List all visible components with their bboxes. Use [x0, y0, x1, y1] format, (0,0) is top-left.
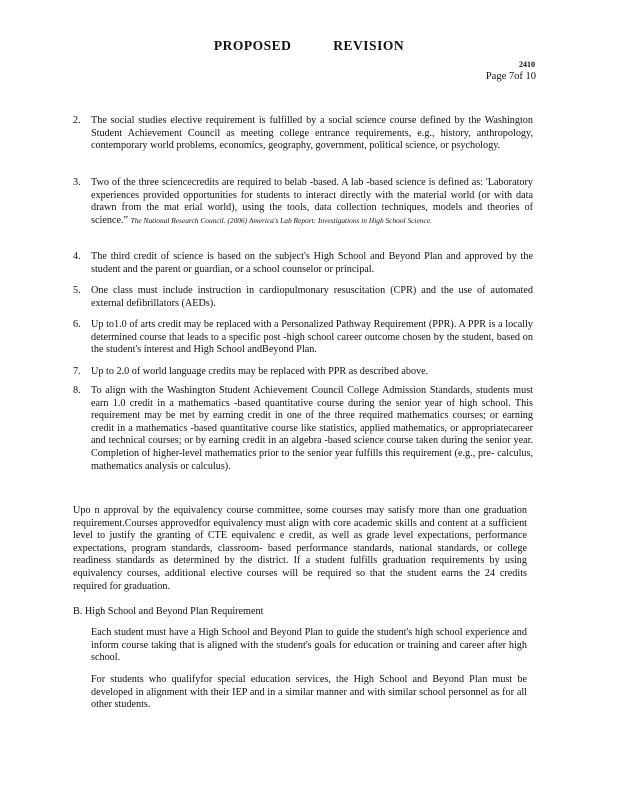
section-b-heading: B. High School and Beyond Plan Requirement	[73, 606, 264, 617]
item-number: 5.	[73, 285, 81, 296]
item-text: The social studies elective requirement is fulfilled by a social science course defined by the Washington Student Achievement Council as meeting college entrance requirements, e.g., history, anthropology, contemporary world problems, economics, geography, government, political science, or psychology.	[91, 115, 533, 152]
item-number: 4.	[73, 251, 81, 262]
item-number: 2.	[73, 115, 81, 126]
section-b-paragraph-1: Each student must have a High School and Beyond Plan to guide the student's high school experience and inform course taking that is aligned with the student's goals for education or training and career after high school.	[91, 627, 527, 664]
item-number: 3.	[73, 177, 81, 188]
list-item-3	[73, 177, 533, 227]
list-item-8	[73, 385, 533, 473]
item-text: The third credit of science is based on the subject's High School and Beyond Plan and approved by the student and the parent or guardian, or a school counselor or principal.	[91, 251, 533, 275]
equivalency-paragraph: Upo n approval by the equivalency course committee, some courses may satisfy more than one graduation requirement.Courses approvedfor equivalency must align with core academic skills and content at a sufficient level to justify the granting of CTE equivalenc e credit, as well as grade level expectations, performance expectations, program standards, classroom- based performance standards, national standards, or college readiness standards as determined by the district. If a student fulfills graduation requirements by using equivalency courses, additional elective courses will be required so that the student earns the 24 credits required for graduation.	[73, 505, 527, 592]
page-number: Page 7of 10	[485, 71, 536, 82]
item-text: Up to 2.0 of world language credits may be replaced with PPR as described above.	[91, 366, 429, 377]
item-number: 7.	[73, 366, 81, 377]
item-text: One class must include instruction in cardiopulmonary resuscitation (CPR) and the use of automated external defibrillators (AEDs).	[91, 285, 533, 309]
policy-number: 2410	[519, 60, 535, 69]
section-b-paragraph-2: For students who qualifyfor special education services, the High School and Beyond Plan must be developed in alignment with their IEP and in a similar manner and with similar school personnel as for all other students.	[91, 674, 527, 711]
item-text: To align with the Washington Student Achievement Council College Admission Standards, students must earn 1.0 credit in a mathematics -based quantitative course during the senior year of high school. This requirement may be met by earning credit in one of the three required mathematics courses; or earning credit in a mathematics -based quantitative course like statistics, applied mathematics, or appropriatecareer and technical courses; or by earning credit in an algebra -based science course taken during the senior year. Completion of higher-level mathematics prior to the senior year fulfills this requirement (e.g., pre- calculus, mathematics analysis or calculus).	[91, 385, 533, 472]
document-title: PROPOSED REVISION	[213, 38, 405, 53]
list-item-5	[73, 285, 533, 310]
citation: The National Research Council. (2006) America's Lab Report: Investigations in High School Science.	[130, 215, 432, 225]
item-number: 6.	[73, 319, 81, 330]
list-item-4	[73, 251, 533, 276]
item-text: Two of the three sciencecredits are required to belab -based. A lab -based science is defined as: 'Laboratory experiences provided opportunities for students to interact directly with the material world (or with data drawn from the mat erial world), using the tools, data collection techniques, models and theories of science.”	[91, 177, 533, 226]
item-number: 8.	[73, 385, 81, 396]
list-item-7	[73, 366, 533, 379]
item-text: Up to1.0 of arts credit may be replaced with a Personalized Pathway Requirement (PPR). A PPR is a locally determined course that leads to a specific post -high school career outcome chosen by the student, based on the student's interest and High School andBeyond Plan.	[91, 319, 533, 356]
list-item-2	[73, 115, 533, 153]
list-item-6	[73, 319, 533, 357]
